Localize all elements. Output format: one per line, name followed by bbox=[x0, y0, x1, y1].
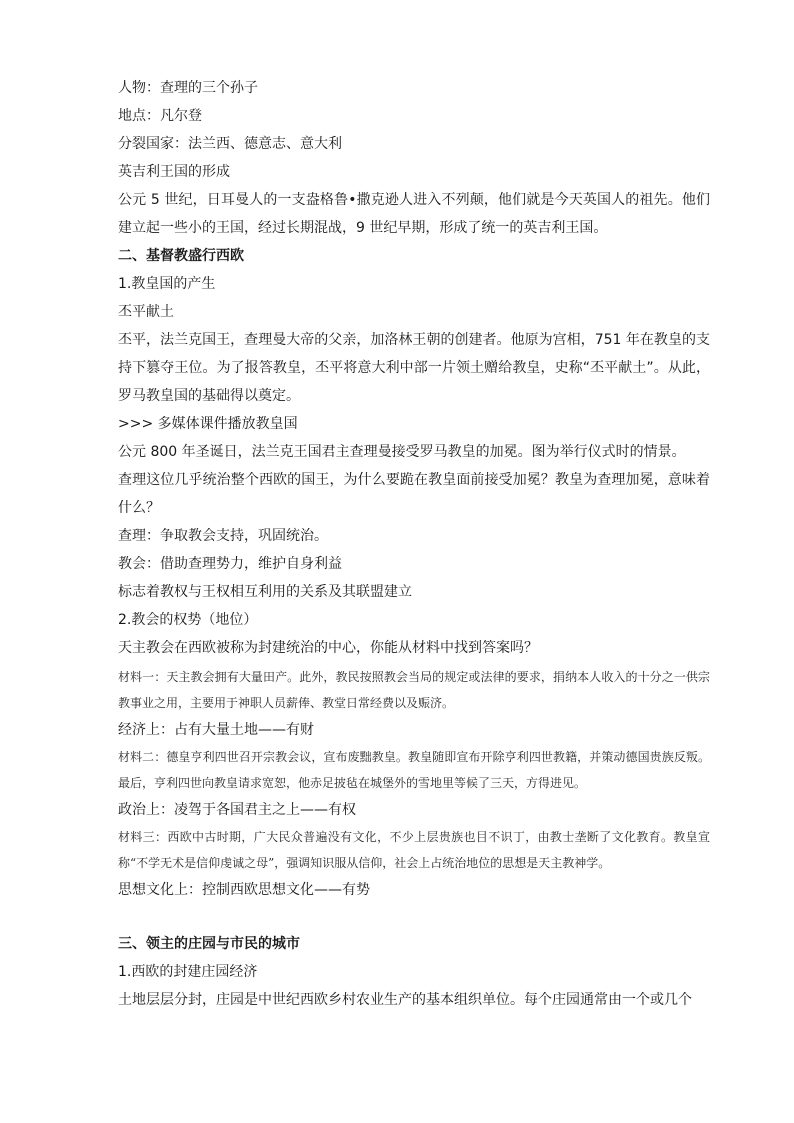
paragraph-question-text: 查理这位几乎统治整个西欧的国王，为什么要跪在教皇面前接受加冕？教皇为查理加冕，意味着什么？ bbox=[118, 472, 710, 516]
text-line-coronation: 公元 800 年圣诞日，法兰克王国君主查理曼接受罗马教皇的加冕。图为举行仪式时的情景。 bbox=[118, 444, 686, 460]
document-page bbox=[118, 74, 710, 1014]
text-line-england-title: 英吉利王国的形成 bbox=[118, 164, 230, 180]
text-line-politics: 政治上：凌驾于各国君主之上——有权 bbox=[118, 802, 356, 818]
subheading-pepin-donation: 丕平献土 bbox=[118, 304, 174, 320]
text-line-economy: 经济上：占有大量土地——有财 bbox=[118, 722, 314, 738]
text-line-alliance: 标志着教权与王权相互利用的关系及其联盟建立 bbox=[118, 584, 412, 600]
text-line-media: >>> 多媒体课件播放教皇国 bbox=[118, 416, 298, 432]
section-heading-2: 二、基督教盛行西欧 bbox=[118, 248, 244, 264]
material-three-text: 材料三：西欧中古时期，广大民众普遍没有文化，不少上层贵族也目不识丁，由教士垄断了文化教育。教皇宣称“不学无术是信仰虔诚之母”，强调知识服从信仰，社会上占统治地位的思想是天主教神学。 bbox=[118, 830, 710, 870]
paragraph-question bbox=[118, 466, 710, 522]
text-line-split-states: 分裂国家：法兰西、德意志、意大利 bbox=[118, 136, 342, 152]
text-line-place: 地点：凡尔登 bbox=[118, 108, 202, 124]
text-line-people: 人物：查理的三个孙子 bbox=[118, 80, 258, 96]
text-line-charles: 查理：争取教会支持，巩固统治。 bbox=[118, 528, 328, 544]
text-line-church: 教会：借助查理势力，维护自身利益 bbox=[118, 556, 342, 572]
paragraph-pepin bbox=[118, 326, 710, 410]
material-one-text: 材料一：天主教会拥有大量田产。此外，教民按照教会当局的规定或法律的要求，捐纳本人收入的十分之一供宗教事业之用，主要用于神职人员薪俸、教堂日常经费以及赈济。 bbox=[118, 670, 710, 710]
subheading-papal-state: 1.教皇国的产生 bbox=[118, 276, 216, 292]
section-heading-3: 三、领主的庄园与市民的城市 bbox=[118, 936, 300, 952]
material-two-text: 材料二：德皇亨利四世召开宗教会议，宣布废黜教皇。教皇随即宣布开除亨利四世教籍，并策动德国贵族反叛。最后，亨利四世向教皇请求宽恕，他赤足披毡在城堡外的雪地里等候了三天，方得进见。 bbox=[118, 750, 710, 790]
paragraph-england-text: 公元 5 世纪，日耳曼人的一支盎格鲁•撒克逊人进入不列颠，他们就是今天英国人的祖先。他们建立起一些小的王国，经过长期混战，9 世纪早期，形成了统一的英吉利王国。 bbox=[118, 192, 710, 236]
subheading-church-power: 2.教会的权势（地位） bbox=[118, 612, 258, 628]
text-line-manor: 土地层层分封，庄园是中世纪西欧乡村农业生产的基本组织单位。每个庄园通常由一个或几个 bbox=[118, 992, 692, 1008]
text-line-culture: 思想文化上：控制西欧思想文化——有势 bbox=[118, 882, 370, 898]
material-one bbox=[118, 664, 710, 716]
material-three bbox=[118, 824, 710, 876]
text-line-center: 天主教会在西欧被称为封建统治的中心，你能从材料中找到答案吗？ bbox=[118, 640, 538, 656]
paragraph-pepin-text: 丕平，法兰克国王，查理曼大帝的父亲，加洛林王朝的创建者。他原为宫相，751 年在教皇的支持下篡夺王位。为了报答教皇，丕平将意大利中部一片领土赠给教皇，史称“丕平献土”。从此，罗马教皇国的基础得以奠定。 bbox=[118, 332, 710, 404]
blank-line bbox=[118, 904, 710, 930]
subheading-manor-economy: 1.西欧的封建庄园经济 bbox=[118, 964, 258, 980]
paragraph-england bbox=[118, 186, 710, 242]
material-two bbox=[118, 744, 710, 796]
